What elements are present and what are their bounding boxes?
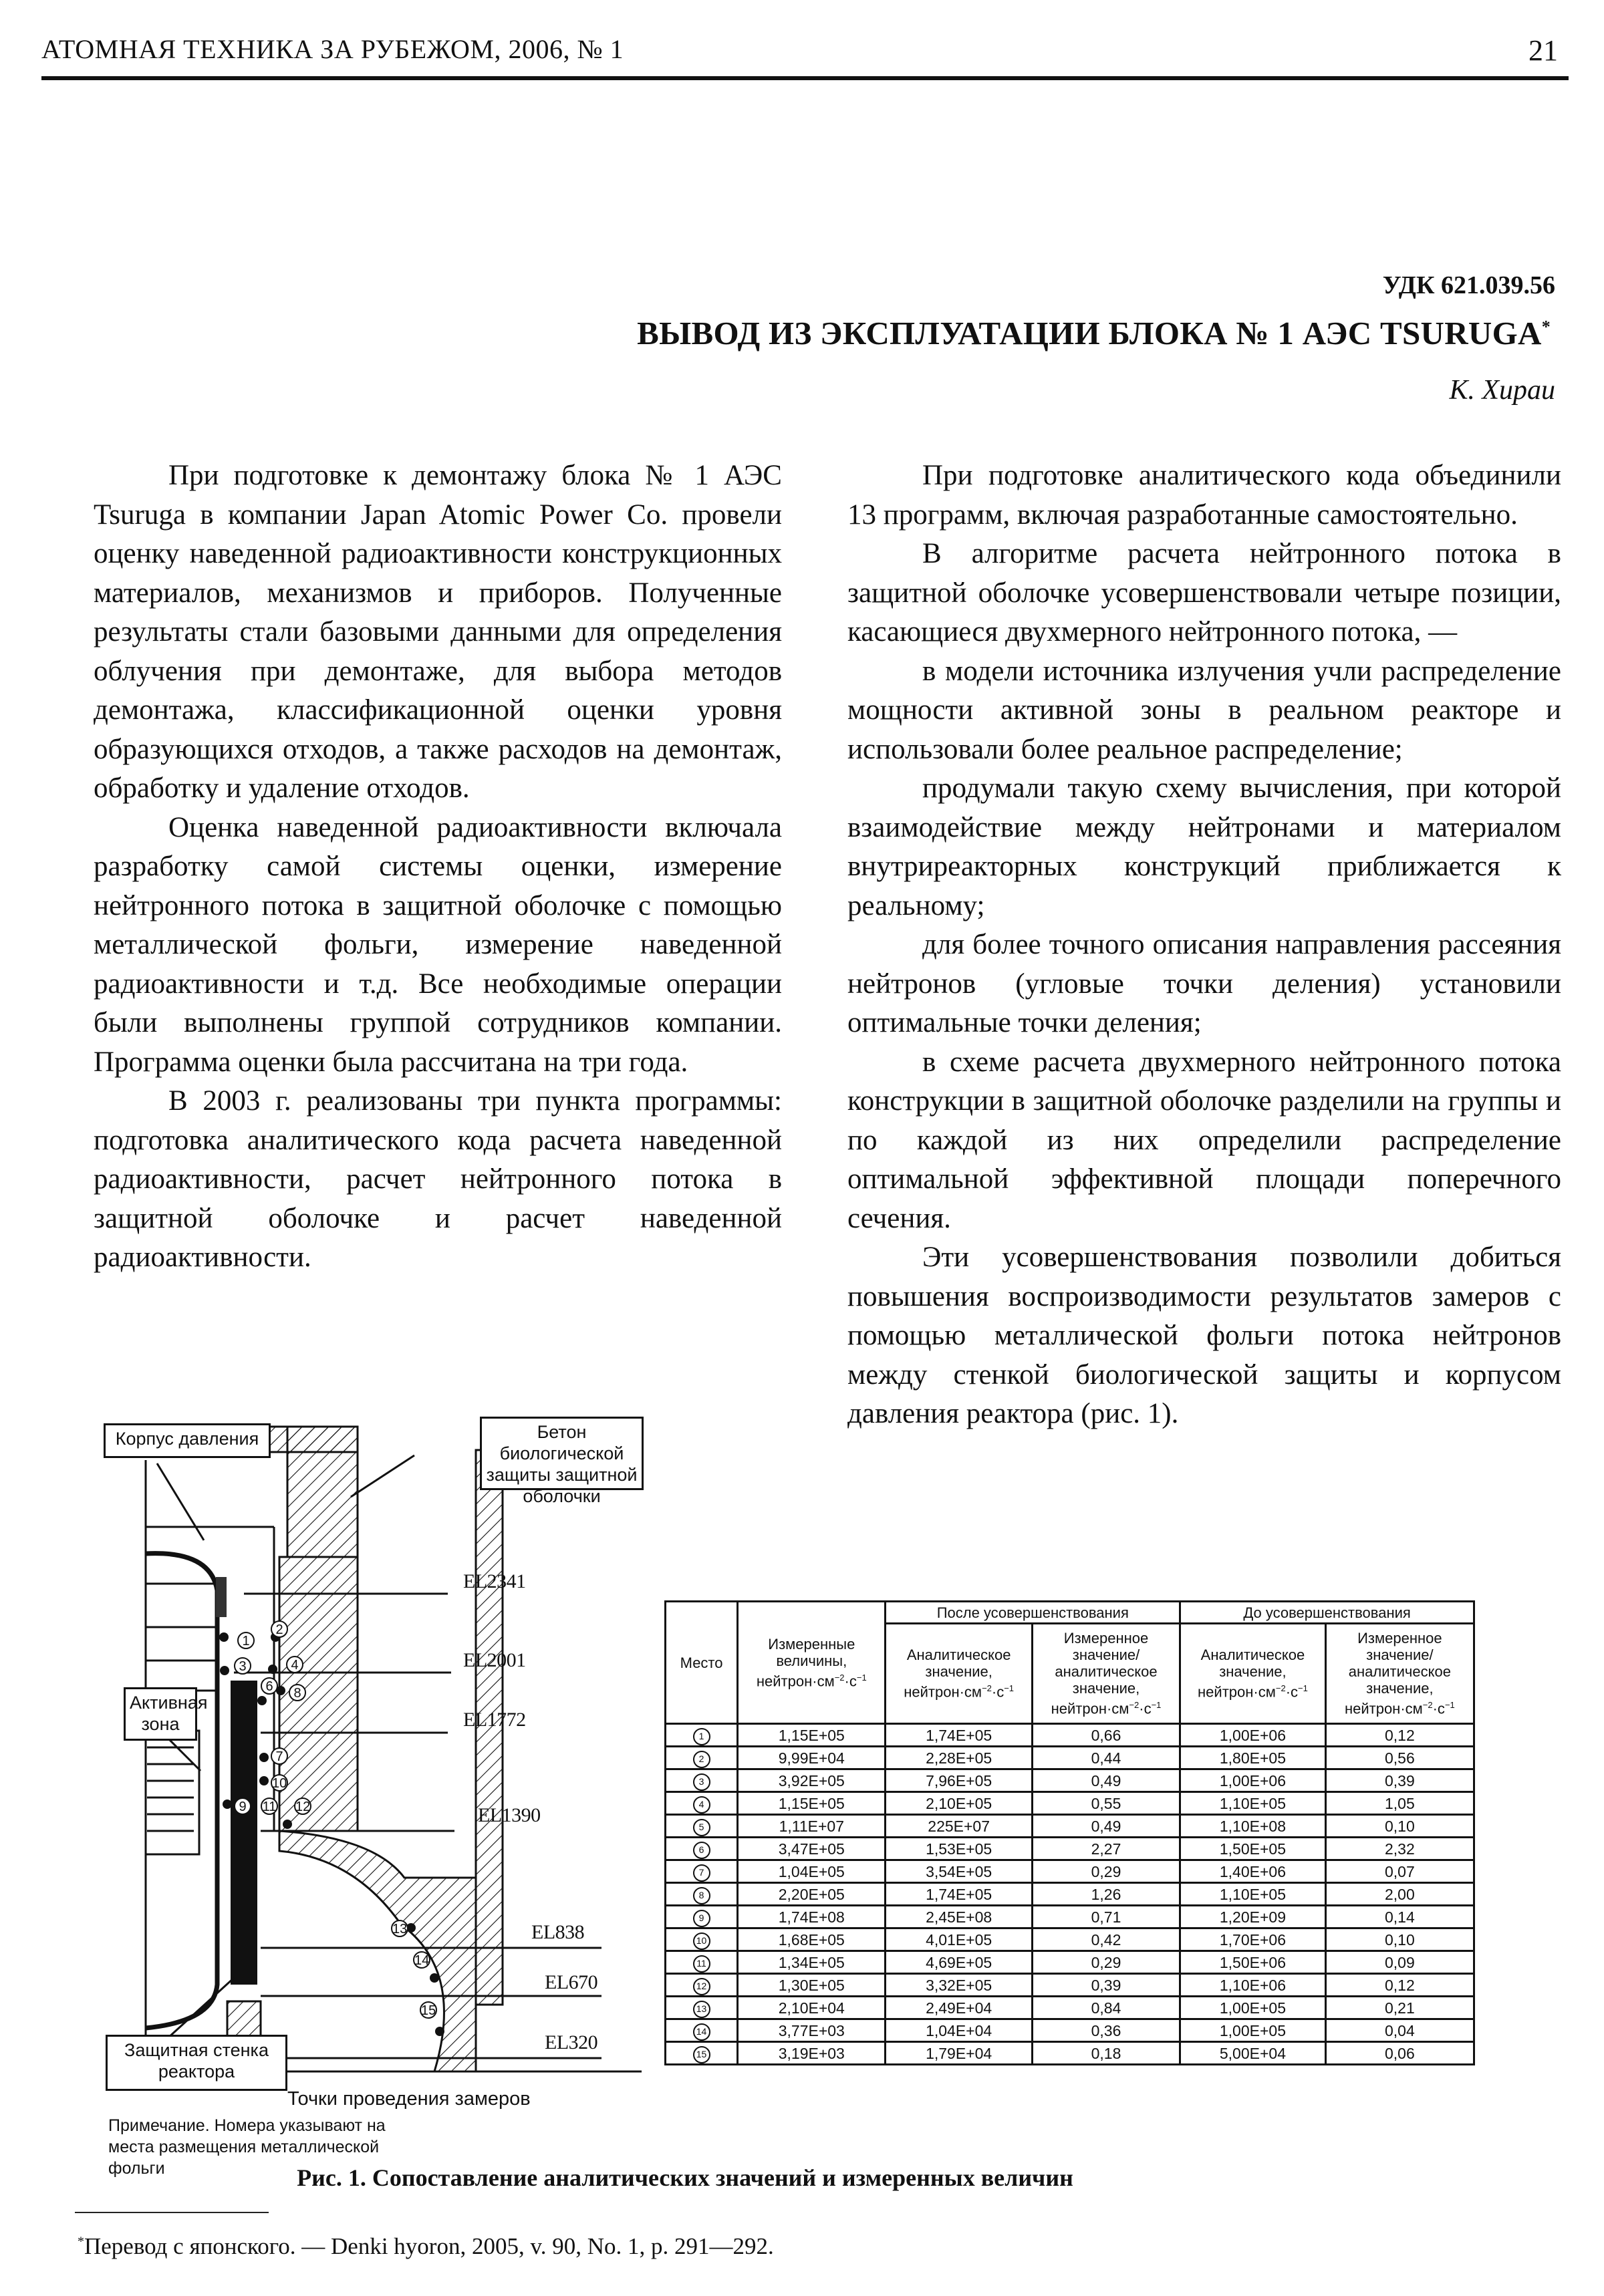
place-number-badge: 11: [693, 1955, 710, 1973]
udc-code: УДК 621.039.56: [1382, 271, 1555, 299]
unit-exponent: −2: [982, 1683, 992, 1694]
cell-measured: 1,30E+05: [738, 1974, 886, 1997]
table-row: [666, 2042, 1474, 2065]
paragraph: в модели источника излучения учли распределение мощности активной зоны в реальном реакторе и использовали более реальное распределение;: [847, 655, 1561, 765]
point-2: 2: [271, 1620, 288, 1638]
paragraph: Эти усовершенствования позволили добиться повышения воспроизводимости результатов замеров с помощью металлической фольги потока нейтронов между стенкой биологической защиты и корпусом давления реактора (рис. 1).: [847, 1242, 1561, 1429]
point-3: 3: [234, 1657, 251, 1675]
elevation-el2341: EL2341: [463, 1570, 526, 1592]
figure-caption: Рис. 1. Сопоставление аналитических значений и измеренных величин: [297, 2164, 1073, 2191]
running-header: [41, 31, 1569, 80]
header-before-analytic: [1180, 1624, 1326, 1724]
paragraph: Оценка наведенной радиоактивности включала разработку самой системы оценки, измерение нейтронного потока в защитной оболочке с помощью металлической фольги, измерение наведенной радиоактивности и т.д. Все необходимые операции были выполнены группой сотрудников компании. Программа оценки была рассчитана на три года.: [94, 811, 782, 1078]
cell-after-analytic: 4,01E+05: [886, 1928, 1032, 1951]
footnote: [78, 2233, 774, 2260]
paragraph: для более точного описания направления рассеяния нейтронов (угловые точки деления) установили оптимальные точки деления;: [847, 929, 1561, 1038]
label-concrete-shield: Бетон биологической защиты защитной оболочки: [480, 1417, 644, 1490]
footnote-mark: *: [78, 2234, 84, 2249]
article-title-text: ВЫВОД ИЗ ЭКСПЛУАТАЦИИ БЛОКА № 1 АЭС TSURUGA: [637, 315, 1542, 351]
cell-before-ratio: 0,12: [1325, 1974, 1474, 1997]
cell-place: [666, 1815, 738, 1838]
unit-exponent: −1: [856, 1672, 867, 1683]
cell-place: [666, 1724, 738, 1747]
table-row: [666, 1769, 1474, 1792]
place-number-badge: 1: [693, 1728, 710, 1745]
cell-after-ratio: 0,84: [1032, 1997, 1180, 2019]
header-measured-text: Измеренные величины, нейтрон·см: [756, 1635, 855, 1690]
table-body: [666, 1724, 1474, 2065]
paragraph: В 2003 г. реализованы три пункта программы: подготовка аналитического кода расчета наведенной радиоактивности, расчет нейтронного потока в защитной оболочке и расчет наведенной радиоактивности.: [94, 1085, 782, 1273]
cell-measured: 1,68E+05: [738, 1928, 886, 1951]
cell-after-ratio: 1,26: [1032, 1883, 1180, 1906]
cell-after-analytic: 225E+07: [886, 1815, 1032, 1838]
place-number-badge: 3: [693, 1773, 710, 1791]
journal-title: АТОМНАЯ ТЕХНИКА ЗА РУБЕЖОМ, 2006, № 1: [41, 34, 624, 64]
point-1: 1: [237, 1632, 255, 1649]
place-number-badge: 8: [693, 1887, 710, 1904]
table-row: [666, 1792, 1474, 1815]
cell-before-ratio: 0,14: [1325, 1906, 1474, 1928]
cell-place: [666, 1997, 738, 2019]
point-13: 13: [391, 1920, 408, 1937]
table-row: [666, 1747, 1474, 1769]
unit-exponent: −2: [1129, 1700, 1140, 1711]
point-7: 7: [271, 1747, 288, 1765]
elevation-el2001: EL2001: [463, 1649, 526, 1671]
cell-after-analytic: 2,45E+08: [886, 1906, 1032, 1928]
header-before-ratio: [1325, 1624, 1474, 1724]
diagram-caption: Точки проведения замеров: [287, 2088, 531, 2110]
cell-after-ratio: 0,44: [1032, 1747, 1180, 1769]
table-row: [666, 1860, 1474, 1883]
table-row: [666, 1906, 1474, 1928]
cell-measured: 3,77E+03: [738, 2019, 886, 2042]
elevation-el1772: EL1772: [463, 1709, 526, 1731]
right-column: [847, 456, 1561, 1434]
place-number-badge: 6: [693, 1842, 710, 1859]
place-number-badge: 4: [693, 1796, 710, 1814]
unit-exponent: −1: [1444, 1700, 1455, 1711]
cell-after-analytic: 4,69E+05: [886, 1951, 1032, 1974]
cell-after-analytic: 2,49E+04: [886, 1997, 1032, 2019]
paragraph: При подготовке к демонтажу блока № 1 АЭС Tsuruga в компании Japan Atomic Power Co. провели оценку наведенной радиоактивности конструкционных материалов, механизмов и приборов. Полученные результаты стали базовыми данными для определения облучения при демонтаже, для выбора методов демонтажа, классификационной оценки уровня образующихся отходов, а также расходов на демонтаж, обработку и удаление отходов.: [94, 460, 782, 804]
cell-after-ratio: 0,55: [1032, 1792, 1180, 1815]
header-group-before: До усовершенствования: [1180, 1602, 1474, 1624]
cell-measured: 1,34E+05: [738, 1951, 886, 1974]
cell-measured: 2,20E+05: [738, 1883, 886, 1906]
cell-before-analytic: 1,80E+05: [1180, 1747, 1326, 1769]
cell-after-ratio: 0,71: [1032, 1906, 1180, 1928]
cell-after-ratio: 0,18: [1032, 2042, 1180, 2065]
place-number-badge: 12: [693, 1978, 710, 1995]
point-12: 12: [294, 1798, 311, 1815]
unit-exponent: −2: [1275, 1683, 1286, 1694]
unit-exponent: −2: [834, 1672, 845, 1683]
cell-before-ratio: 0,39: [1325, 1769, 1474, 1792]
cell-place: [666, 1974, 738, 1997]
cell-after-analytic: 1,04E+04: [886, 2019, 1032, 2042]
cell-before-ratio: 0,10: [1325, 1815, 1474, 1838]
point-10: 10: [271, 1774, 288, 1791]
table-row: [666, 1997, 1474, 2019]
unit-exponent: −2: [1422, 1700, 1433, 1711]
reactor-cross-section-graphic: [94, 1397, 642, 2138]
cell-place: [666, 1883, 738, 1906]
label-shield-wall: Защитная стенка реактора: [106, 2035, 287, 2091]
label-core: Активная зона: [124, 1687, 197, 1741]
cell-place: [666, 1860, 738, 1883]
cell-after-ratio: 0,42: [1032, 1928, 1180, 1951]
unit-mid: ·с: [1432, 1700, 1445, 1717]
cell-before-ratio: 0,12: [1325, 1724, 1474, 1747]
cell-before-analytic: 1,00E+06: [1180, 1769, 1326, 1792]
cell-before-analytic: 5,00E+04: [1180, 2042, 1326, 2065]
cell-after-analytic: 2,28E+05: [886, 1747, 1032, 1769]
cell-before-ratio: 0,09: [1325, 1951, 1474, 1974]
cell-after-ratio: 0,49: [1032, 1815, 1180, 1838]
cell-after-analytic: 3,32E+05: [886, 1974, 1032, 1997]
cell-after-ratio: 0,29: [1032, 1860, 1180, 1883]
cell-before-ratio: 1,05: [1325, 1792, 1474, 1815]
cell-before-analytic: 1,10E+05: [1180, 1883, 1326, 1906]
cell-place: [666, 1769, 738, 1792]
cell-place: [666, 2042, 738, 2065]
cell-place: [666, 1906, 738, 1928]
point-15: 15: [420, 2001, 437, 2019]
table-row: [666, 1815, 1474, 1838]
table-row: [666, 1928, 1474, 1951]
cell-place: [666, 2019, 738, 2042]
comparison-table: [664, 1600, 1475, 2065]
cell-measured: 9,99E+04: [738, 1747, 886, 1769]
cell-before-analytic: 1,00E+05: [1180, 1997, 1326, 2019]
cell-before-analytic: 1,70E+06: [1180, 1928, 1326, 1951]
header-place: Место: [666, 1602, 738, 1724]
unit-exponent: −1: [1151, 1700, 1162, 1711]
cell-measured: 1,15E+05: [738, 1792, 886, 1815]
place-number-badge: 14: [693, 2023, 710, 2041]
article-author: К. Хираи: [1449, 375, 1555, 406]
point-9: 9: [234, 1798, 251, 1815]
cell-measured: 1,74E+08: [738, 1906, 886, 1928]
table-row: [666, 1951, 1474, 1974]
paragraph: В алгоритме расчета нейтронного потока в защитной оболочке усовершенствовали четыре позиции, касающиеся двухмерного нейтронного потока, —: [847, 538, 1561, 648]
place-number-badge: 15: [693, 2046, 710, 2063]
table-row: [666, 1883, 1474, 1906]
cell-after-ratio: 0,39: [1032, 1974, 1180, 1997]
cell-before-analytic: 1,00E+06: [1180, 1724, 1326, 1747]
cell-before-ratio: 0,04: [1325, 2019, 1474, 2042]
cell-before-ratio: 0,56: [1325, 1747, 1474, 1769]
header-measured: [738, 1602, 886, 1724]
cell-after-analytic: 7,96E+05: [886, 1769, 1032, 1792]
title-footnote-mark: *: [1541, 317, 1551, 337]
paragraph: продумали такую схему вычисления, при которой взаимодействие между нейтронами и материалом внутриреакторных конструкций приближается к реальному;: [847, 772, 1561, 921]
cell-before-analytic: 1,00E+05: [1180, 2019, 1326, 2042]
header-after-ratio: [1032, 1624, 1180, 1724]
cell-before-analytic: 1,20E+09: [1180, 1906, 1326, 1928]
cell-before-analytic: 1,10E+06: [1180, 1974, 1326, 1997]
cell-after-analytic: 1,74E+05: [886, 1724, 1032, 1747]
table-row: [666, 1974, 1474, 1997]
cell-before-analytic: 1,10E+08: [1180, 1815, 1326, 1838]
cell-after-analytic: 1,74E+05: [886, 1883, 1032, 1906]
cell-after-ratio: 2,27: [1032, 1838, 1180, 1860]
table-row: [666, 1838, 1474, 1860]
label-pressure-vessel: Корпус давления: [104, 1423, 271, 1458]
left-column: [94, 456, 782, 1278]
cell-after-ratio: 0,66: [1032, 1724, 1180, 1747]
unit-mid: ·с: [844, 1673, 857, 1690]
place-number-badge: 5: [693, 1819, 710, 1836]
cell-measured: 1,11E+07: [738, 1815, 886, 1838]
header-text: Аналитическое значение, нейтрон·см: [1198, 1646, 1305, 1701]
point-11: 11: [261, 1798, 278, 1815]
article-title: [637, 314, 1551, 352]
table-row: [666, 1724, 1474, 1747]
point-8: 8: [289, 1684, 306, 1701]
cell-after-analytic: 1,53E+05: [886, 1838, 1032, 1860]
cell-measured: 3,47E+05: [738, 1838, 886, 1860]
cell-place: [666, 1792, 738, 1815]
header-after-analytic: [886, 1624, 1032, 1724]
unit-mid: ·с: [991, 1683, 1005, 1701]
cell-before-analytic: 1,50E+06: [1180, 1951, 1326, 1974]
cell-place: [666, 1928, 738, 1951]
table-row: [666, 2019, 1474, 2042]
header-text: Измеренное значение/аналитическое значение, нейтрон·см: [1051, 1630, 1158, 1717]
unit-exponent: −1: [1298, 1683, 1308, 1694]
diagram-note: Примечание. Номера указывают на места размещения металлической фольги: [108, 2116, 386, 2178]
paragraph: При подготовке аналитического кода объединили 13 программ, включая разработанные самостоятельно.: [847, 460, 1561, 531]
paragraph: в схеме расчета двухмерного нейтронного потока конструкции в защитной оболочке разделили на группы и по каждой из них определили распределение оптимальной эффективной площади поперечного сечения.: [847, 1046, 1561, 1234]
cell-measured: 3,19E+03: [738, 2042, 886, 2065]
cell-after-analytic: 2,10E+05: [886, 1792, 1032, 1815]
unit-mid: ·с: [1139, 1700, 1152, 1717]
elevation-el1390: EL1390: [478, 1804, 541, 1826]
point-14: 14: [413, 1951, 430, 1969]
elevation-el320: EL320: [545, 2031, 598, 2053]
cell-after-analytic: 3,54E+05: [886, 1860, 1032, 1883]
point-6: 6: [261, 1677, 278, 1695]
cell-before-analytic: 1,50E+05: [1180, 1838, 1326, 1860]
cell-before-ratio: 0,06: [1325, 2042, 1474, 2065]
elevation-el670: EL670: [545, 1971, 598, 1993]
unit-exponent: −1: [1004, 1683, 1015, 1694]
cell-measured: 3,92E+05: [738, 1769, 886, 1792]
cell-measured: 2,10E+04: [738, 1997, 886, 2019]
place-number-badge: 7: [693, 1864, 710, 1882]
cell-place: [666, 1747, 738, 1769]
footnote-divider: [75, 2212, 269, 2213]
cell-before-ratio: 0,07: [1325, 1860, 1474, 1883]
cell-after-analytic: 1,79E+04: [886, 2042, 1032, 2065]
unit-mid: ·с: [1285, 1683, 1299, 1701]
elevation-el838: EL838: [531, 1921, 585, 1943]
cell-after-ratio: 0,36: [1032, 2019, 1180, 2042]
cell-after-ratio: 0,29: [1032, 1951, 1180, 1974]
page-number: 21: [1528, 34, 1558, 67]
place-number-badge: 10: [693, 1932, 710, 1950]
cell-before-ratio: 2,32: [1325, 1838, 1474, 1860]
cell-measured: 1,15E+05: [738, 1724, 886, 1747]
header-text: Измеренное значение/аналитическое значение, нейтрон·см: [1344, 1630, 1451, 1717]
footnote-text: Перевод с японского. — Denki hyoron, 2005, v. 90, No. 1, p. 291—292.: [84, 2233, 774, 2259]
cell-before-ratio: 0,21: [1325, 1997, 1474, 2019]
reactor-diagram: [94, 1397, 642, 2178]
cell-before-analytic: 1,40E+06: [1180, 1860, 1326, 1883]
cell-place: [666, 1838, 738, 1860]
cell-place: [666, 1951, 738, 1974]
cell-after-ratio: 0,49: [1032, 1769, 1180, 1792]
cell-before-ratio: 0,10: [1325, 1928, 1474, 1951]
place-number-badge: 9: [693, 1910, 710, 1927]
header-group-after: После усовершенствования: [886, 1602, 1180, 1624]
place-number-badge: 2: [693, 1751, 710, 1768]
point-4: 4: [286, 1656, 303, 1673]
cell-before-ratio: 2,00: [1325, 1883, 1474, 1906]
cell-measured: 1,04E+05: [738, 1860, 886, 1883]
cell-before-analytic: 1,10E+05: [1180, 1792, 1326, 1815]
place-number-badge: 13: [693, 2001, 710, 2018]
header-text: Аналитическое значение, нейтрон·см: [904, 1646, 1011, 1701]
